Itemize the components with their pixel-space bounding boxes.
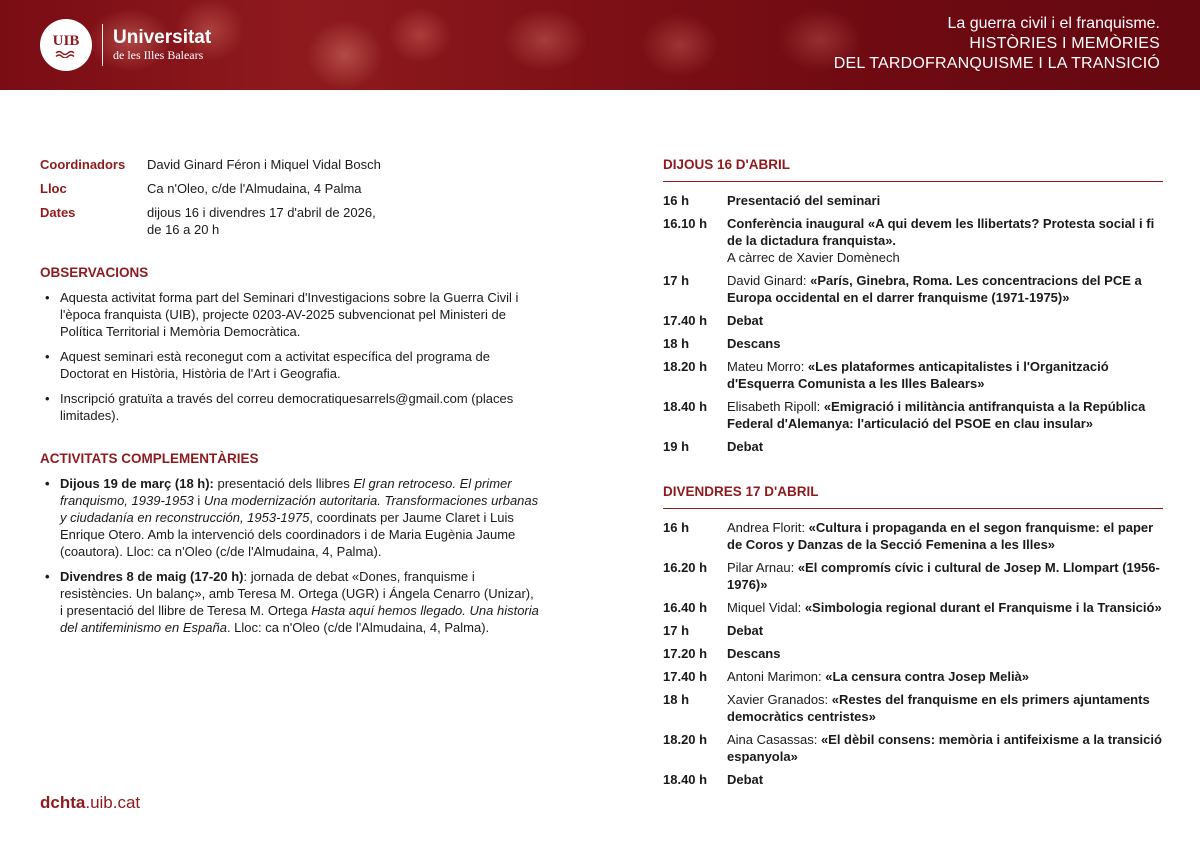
speaker-name: Elisabeth Ripoll: xyxy=(727,399,824,414)
talk-title: Debat xyxy=(727,439,764,454)
activitat-text: presentació dels llibres xyxy=(213,476,354,491)
dates-row xyxy=(40,204,540,238)
dijous-title: DIJOUS 16 D'ABRIL xyxy=(663,157,790,172)
speaker-name: Pilar Arnau: xyxy=(727,560,798,575)
schedule-time: 17.40 h xyxy=(663,313,708,328)
schedule-row xyxy=(663,215,1163,266)
schedule-description xyxy=(727,192,1163,209)
divendres-title: DIVENDRES 17 D'ABRIL xyxy=(663,484,819,499)
schedule-description xyxy=(727,438,1163,455)
activitat-item xyxy=(60,475,540,560)
schedule-time: 18.40 h xyxy=(663,772,708,787)
schedule-row xyxy=(663,599,1163,616)
speaker-name: Andrea Florit: xyxy=(727,520,809,535)
divendres-schedule xyxy=(663,519,1163,788)
schedule-row xyxy=(663,192,1163,209)
schedule-row xyxy=(663,519,1163,553)
schedule-row xyxy=(663,272,1163,306)
schedule-row xyxy=(663,398,1163,432)
footer-url[interactable] xyxy=(40,793,140,813)
uib-logo[interactable] xyxy=(40,17,211,73)
talk-title: Descans xyxy=(727,336,781,351)
schedule-description xyxy=(727,691,1163,725)
schedule-row xyxy=(663,358,1163,392)
speaker-name: David Ginard: xyxy=(727,273,811,288)
uib-logo-mark xyxy=(40,19,92,71)
schedule-time: 17 h xyxy=(663,273,690,288)
schedule-time: 16.10 h xyxy=(663,216,708,231)
activitat-text: . Lloc: ca n'Oleo (c/de l'Almudaina, 4, Palma). xyxy=(226,620,490,635)
talk-title: Debat xyxy=(727,772,764,787)
speaker-name: Antoni Marimon: xyxy=(727,669,826,684)
talk-title: «Emigració i militància antifranquista a la República Federal d'Alemanya: l'articulació del PSOE en clau insular» xyxy=(727,399,1146,431)
day-gap xyxy=(663,461,1163,483)
schedule-description xyxy=(727,645,1163,662)
title-line-1: La guerra civil i el franquisme. xyxy=(947,15,1160,32)
schedule-row xyxy=(663,668,1163,685)
observacions-list xyxy=(40,289,540,424)
schedule-description xyxy=(727,215,1163,266)
schedule-description xyxy=(727,559,1163,593)
talk-title: «La censura contra Josep Melià» xyxy=(825,669,1030,684)
divendres-divider xyxy=(663,508,1163,509)
schedule-time: 16 h xyxy=(663,193,690,208)
talk-title: «Restes del franquisme en els primers ajuntaments democràtics centristes» xyxy=(727,692,1150,724)
waves-icon xyxy=(55,50,77,58)
schedule-description xyxy=(727,731,1163,765)
schedule-time: 16 h xyxy=(663,520,690,535)
schedule-row xyxy=(663,645,1163,662)
logo-divider xyxy=(102,24,103,66)
schedule-row xyxy=(663,559,1163,593)
schedule-description xyxy=(727,398,1163,432)
talk-title: «El compromís cívic i cultural de Josep M. Llompart (1956-1976)» xyxy=(727,560,1160,592)
activitat-date: Divendres 8 de maig (17-20 h) xyxy=(60,569,244,584)
schedule-time: 17.20 h xyxy=(663,646,708,661)
schedule-description xyxy=(727,358,1163,392)
dijous-schedule xyxy=(663,192,1163,455)
lloc-value: Ca n'Oleo, c/de l'Almudaina, 4 Palma xyxy=(147,181,362,196)
schedule-description xyxy=(727,668,1163,685)
observacio-item: • Aquesta activitat forma part del Seminari d'Investigacions sobre la Guerra Civil i l'època franquista (UIB), projecte 0203-AV-2025 subvencionat pel Ministeri de Política Territorial i Memòria Democràtica. xyxy=(60,289,540,340)
dates-value xyxy=(147,204,540,238)
schedule-time: 18.40 h xyxy=(663,399,708,414)
title-line-3: DEL TARDOFRANQUISME I LA TRANSICIÓ xyxy=(833,55,1160,72)
coordinadors-value: David Ginard Féron i Miquel Vidal Bosch xyxy=(147,157,381,172)
lloc-label: Lloc xyxy=(40,181,67,196)
observacions-title: OBSERVACIONS xyxy=(40,265,149,280)
schedule-time: 18 h xyxy=(663,692,690,707)
schedule-time: 16.20 h xyxy=(663,560,708,575)
logo-mark-text: UIB xyxy=(52,33,80,49)
activitat-date: Dijous 19 de març (18 h): xyxy=(60,476,214,491)
talk-title: «París, Ginebra, Roma. Les concentracions del PCE a Europa occidental en el darrer franquisme (1971-1975)» xyxy=(727,273,1142,305)
activitats-title: ACTIVITATS COMPLEMENTÀRIES xyxy=(40,451,259,466)
seminar-title xyxy=(834,14,1160,74)
talk-title: Descans xyxy=(727,646,781,661)
dates-label: Dates xyxy=(40,205,76,220)
coordinadors-label: Coordinadors xyxy=(40,157,126,172)
schedule-description xyxy=(727,335,1163,352)
schedule-time: 19 h xyxy=(663,439,690,454)
dates-line-1: dijous 16 i divendres 17 d'abril de 2026, xyxy=(147,205,376,220)
schedule-row xyxy=(663,335,1163,352)
title-line-2: HISTÒRIES I MEMÒRIES xyxy=(969,35,1160,52)
coordinadors-row xyxy=(40,156,540,173)
header-banner xyxy=(0,0,1200,90)
schedule-time: 16.40 h xyxy=(663,600,708,615)
schedule-time: 17 h xyxy=(663,623,690,638)
footer-url-rest: .uib.cat xyxy=(85,793,141,812)
footer-url-bold: dchta xyxy=(40,793,86,812)
schedule-row xyxy=(663,438,1163,455)
logo-university: Universitat xyxy=(113,27,212,48)
schedule-description xyxy=(727,599,1163,616)
talk-title: Conferència inaugural «A qui devem les llibertats? Protesta social i fi de la dictadura franquista». xyxy=(727,216,1155,248)
schedule-row xyxy=(663,622,1163,639)
schedule-time: 18.20 h xyxy=(663,732,708,747)
schedule-description xyxy=(727,519,1163,553)
schedule-description xyxy=(727,312,1163,329)
talk-note: A càrrec de Xavier Domènech xyxy=(727,250,900,265)
schedule-row xyxy=(663,312,1163,329)
schedule-description xyxy=(727,622,1163,639)
talk-title: Debat xyxy=(727,623,764,638)
speaker-name: Miquel Vidal: xyxy=(727,600,805,615)
talk-title: «Simbologia regional durant el Franquisme i la Transició» xyxy=(804,600,1162,615)
activitat-item xyxy=(60,568,540,636)
activitat-text: , coordinats per Jaume Claret i Luis Enrique Otero. Amb la intervenció dels coordinadors i de Maria Eugènia Jaume (coautora). Lloc: ca n'Oleo (c/de l'Almudaina, 4, Palma). xyxy=(60,510,516,559)
schedule-row xyxy=(663,691,1163,725)
left-column xyxy=(40,156,540,644)
observacio-item: • Inscripció gratuïta a través del correu democratiquesarrels@gmail.com (places limitades). xyxy=(60,390,540,424)
talk-title: «El dèbil consens: memòria i antifeixisme a la transició espanyola» xyxy=(727,732,1162,764)
speaker-name: Mateu Morro: xyxy=(727,359,808,374)
dijous-divider xyxy=(663,181,1163,182)
activitat-text: : jornada de debat «Dones, franquisme i resistències. Un balanç», amb Teresa M. Ortega (UGR) i Ángela Cenarro (Unizar), i presentació del llibre de Teresa M. Ortega xyxy=(60,569,534,618)
logo-text xyxy=(113,28,211,62)
talk-title: Presentació del seminari xyxy=(727,193,881,208)
activitats-list xyxy=(40,475,540,636)
schedule-row xyxy=(663,731,1163,765)
talk-title: Debat xyxy=(727,313,764,328)
schedule-row xyxy=(663,771,1163,788)
right-column xyxy=(663,156,1163,794)
activitat-text: i xyxy=(193,493,204,508)
book-title: Una modernización autoritaria. Transformaciones urbanas y ciudadanía en reconstrucción, 1953-1975 xyxy=(60,493,539,525)
dates-line-2: de 16 a 20 h xyxy=(147,222,220,237)
observacio-item: • Aquest seminari està reconegut com a activitat específica del programa de Doctorat en Història, Història de l'Art i Geografia. xyxy=(60,348,540,382)
schedule-description xyxy=(727,771,1163,788)
lloc-row xyxy=(40,180,540,197)
logo-subtitle: de les Illes Balears xyxy=(113,48,204,62)
speaker-name: Aina Casassas: xyxy=(727,732,821,747)
schedule-time: 18 h xyxy=(663,336,690,351)
schedule-time: 17.40 h xyxy=(663,669,708,684)
schedule-time: 18.20 h xyxy=(663,359,708,374)
schedule-description xyxy=(727,272,1163,306)
talk-title: «Cultura i propaganda en el segon franquisme: el paper de Coros y Danzas de la Secció Femenina a les Illes» xyxy=(727,520,1154,552)
talk-title: «Les plataformes anticapitalistes i l'Organització d'Esquerra Comunista a les Illes Balears» xyxy=(727,359,1109,391)
speaker-name: Xavier Granados: xyxy=(727,692,832,707)
book-title: Hasta aquí hemos llegado. Una historia del antifeminismo en España xyxy=(60,603,539,635)
book-title: El gran retroceso. El primer franquismo, 1939-1953 xyxy=(60,476,512,508)
